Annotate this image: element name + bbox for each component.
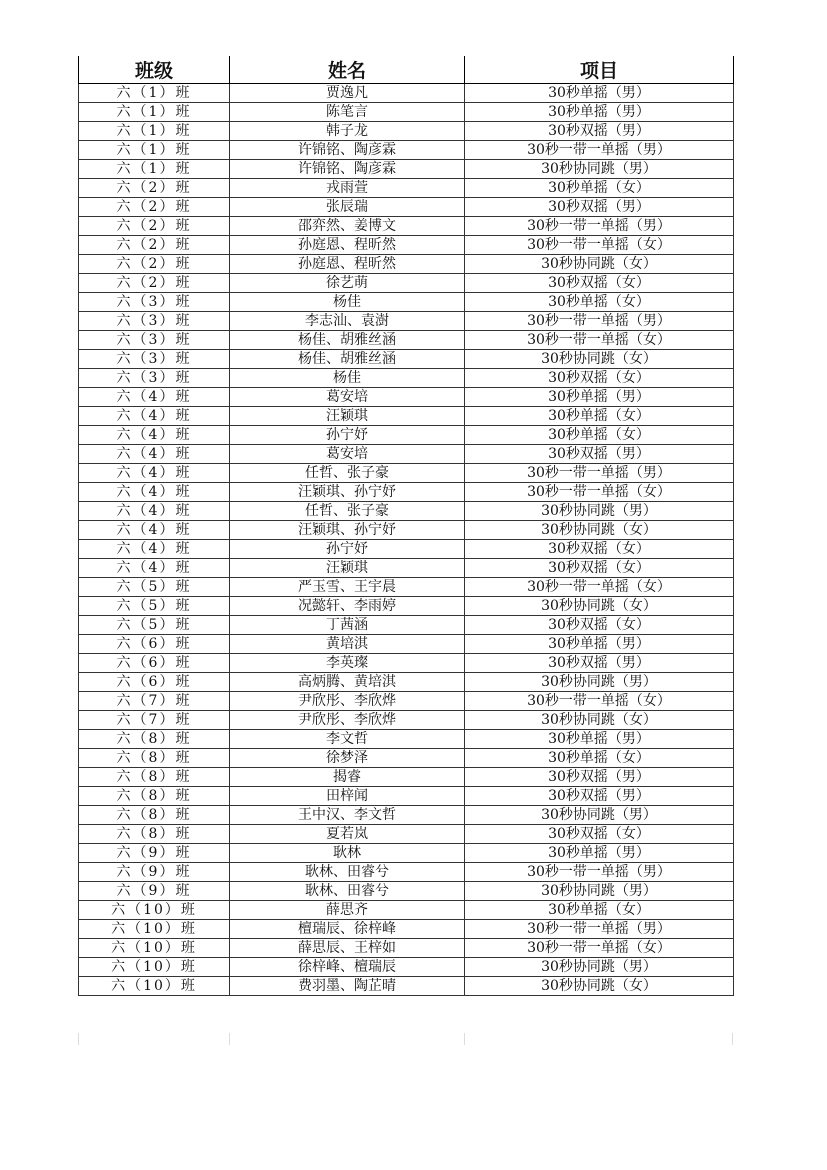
cell-class: 六（10）班	[79, 958, 230, 977]
cell-class: 六（1）班	[79, 84, 230, 103]
cell-name: 许锦铭、陶彦霖	[230, 160, 465, 179]
table-row	[79, 787, 734, 806]
cell-name: 田梓闻	[230, 787, 465, 806]
cell-class: 六（9）班	[79, 882, 230, 901]
table-row	[79, 84, 734, 103]
cell-name: 汪颖琪、孙宁妤	[230, 483, 465, 502]
cell-class: 六（3）班	[79, 331, 230, 350]
cell-item: 30秒一带一单摇（女）	[465, 939, 734, 958]
cell-class: 六（4）班	[79, 521, 230, 540]
cell-name: 任哲、张子豪	[230, 464, 465, 483]
table-row	[79, 654, 734, 673]
cell-class: 六（8）班	[79, 768, 230, 787]
table-row	[79, 977, 734, 996]
table-row	[79, 616, 734, 635]
cell-item: 30秒一带一单摇（女）	[465, 483, 734, 502]
cell-name: 徐艺萌	[230, 274, 465, 293]
table-row	[79, 141, 734, 160]
cell-item: 30秒单摇（男）	[465, 103, 734, 122]
cell-class: 六（1）班	[79, 141, 230, 160]
cell-name: 耿林	[230, 844, 465, 863]
cell-item: 30秒双摇（女）	[465, 825, 734, 844]
cell-item: 30秒一带一单摇（男）	[465, 141, 734, 160]
cell-item: 30秒单摇（女）	[465, 407, 734, 426]
cell-item: 30秒一带一单摇（男）	[465, 217, 734, 236]
cell-item: 30秒单摇（女）	[465, 749, 734, 768]
table-row	[79, 806, 734, 825]
cell-class: 六（5）班	[79, 578, 230, 597]
cell-item: 30秒一带一单摇（男）	[465, 312, 734, 331]
cell-class: 六（8）班	[79, 749, 230, 768]
cell-class: 六（2）班	[79, 179, 230, 198]
cell-name: 黄培淇	[230, 635, 465, 654]
cell-item: 30秒双摇（男）	[465, 787, 734, 806]
cell-item: 30秒双摇（女）	[465, 369, 734, 388]
cell-name: 高炳腾、黄培淇	[230, 673, 465, 692]
cell-class: 六（6）班	[79, 635, 230, 654]
cell-item: 30秒双摇（男）	[465, 198, 734, 217]
header-item: 项目	[465, 56, 734, 84]
cell-item: 30秒一带一单摇（男）	[465, 863, 734, 882]
cell-class: 六（7）班	[79, 692, 230, 711]
table-row	[79, 844, 734, 863]
cell-name: 耿林、田睿兮	[230, 863, 465, 882]
cell-name: 汪颖琪	[230, 407, 465, 426]
cell-class: 六（3）班	[79, 350, 230, 369]
cell-class: 六（2）班	[79, 198, 230, 217]
cell-class: 六（10）班	[79, 901, 230, 920]
table-row	[79, 825, 734, 844]
cell-name: 徐梦泽	[230, 749, 465, 768]
table-row	[79, 388, 734, 407]
cell-class: 六（5）班	[79, 597, 230, 616]
header-row	[79, 56, 734, 84]
cell-name: 许锦铭、陶彦霖	[230, 141, 465, 160]
table-row	[79, 730, 734, 749]
cell-item: 30秒协同跳（男）	[465, 882, 734, 901]
cell-class: 六（1）班	[79, 122, 230, 141]
table-row	[79, 749, 734, 768]
cell-name: 杨佳	[230, 293, 465, 312]
header-name: 姓名	[230, 56, 465, 84]
cell-class: 六（6）班	[79, 654, 230, 673]
table-row	[79, 483, 734, 502]
table-row	[79, 958, 734, 977]
table-row	[79, 711, 734, 730]
table-row	[79, 635, 734, 654]
cell-item: 30秒一带一单摇（女）	[465, 236, 734, 255]
roster-sheet	[78, 56, 733, 996]
table-row	[79, 559, 734, 578]
cell-name: 任哲、张子豪	[230, 502, 465, 521]
table-row	[79, 350, 734, 369]
table-row	[79, 597, 734, 616]
table-row	[79, 920, 734, 939]
cell-item: 30秒双摇（男）	[465, 768, 734, 787]
cell-item: 30秒单摇（男）	[465, 730, 734, 749]
cell-name: 尹欣彤、李欣烨	[230, 711, 465, 730]
table-row	[79, 692, 734, 711]
cell-item: 30秒协同跳（男）	[465, 673, 734, 692]
table-row	[79, 445, 734, 464]
cell-name: 薛思齐	[230, 901, 465, 920]
cell-name: 孙庭恩、程昕然	[230, 236, 465, 255]
cell-item: 30秒单摇（男）	[465, 388, 734, 407]
cell-item: 30秒双摇（男）	[465, 122, 734, 141]
cell-name: 耿林、田睿兮	[230, 882, 465, 901]
cell-name: 李志汕、袁澍	[230, 312, 465, 331]
table-body	[79, 84, 734, 996]
cell-item: 30秒双摇（男）	[465, 445, 734, 464]
cell-name: 邵弈然、姜博文	[230, 217, 465, 236]
table-row	[79, 901, 734, 920]
cell-item: 30秒单摇（女）	[465, 179, 734, 198]
cell-class: 六（3）班	[79, 369, 230, 388]
cell-name: 檀瑞辰、徐梓峰	[230, 920, 465, 939]
cell-item: 30秒单摇（男）	[465, 635, 734, 654]
cell-name: 况懿轩、李雨婷	[230, 597, 465, 616]
table-row	[79, 426, 734, 445]
table-row	[79, 673, 734, 692]
table-row	[79, 540, 734, 559]
cell-item: 30秒协同跳（男）	[465, 958, 734, 977]
cell-class: 六（8）班	[79, 787, 230, 806]
cell-item: 30秒协同跳（男）	[465, 160, 734, 179]
cell-item: 30秒一带一单摇（女）	[465, 692, 734, 711]
cell-item: 30秒单摇（男）	[465, 844, 734, 863]
table-row	[79, 274, 734, 293]
cell-name: 揭睿	[230, 768, 465, 787]
cell-name: 尹欣彤、李欣烨	[230, 692, 465, 711]
cell-item: 30秒双摇（女）	[465, 616, 734, 635]
table-row	[79, 502, 734, 521]
cell-class: 六（2）班	[79, 236, 230, 255]
cell-item: 30秒双摇（女）	[465, 559, 734, 578]
cell-class: 六（6）班	[79, 673, 230, 692]
cell-class: 六（5）班	[79, 616, 230, 635]
cell-class: 六（9）班	[79, 844, 230, 863]
cell-name: 严玉雪、王宇晨	[230, 578, 465, 597]
cell-item: 30秒单摇（女）	[465, 901, 734, 920]
cell-item: 30秒协同跳（女）	[465, 350, 734, 369]
table-row	[79, 198, 734, 217]
cell-class: 六（9）班	[79, 863, 230, 882]
cell-name: 费羽墨、陶芷晴	[230, 977, 465, 996]
cell-name: 徐梓峰、檀瑞辰	[230, 958, 465, 977]
table-row	[79, 521, 734, 540]
cell-class: 六（4）班	[79, 464, 230, 483]
cell-name: 贾逸凡	[230, 84, 465, 103]
cell-item: 30秒单摇（女）	[465, 293, 734, 312]
cell-name: 杨佳、胡雅丝涵	[230, 331, 465, 350]
cell-class: 六（4）班	[79, 502, 230, 521]
cell-item: 30秒协同跳（女）	[465, 597, 734, 616]
cell-name: 陈笔言	[230, 103, 465, 122]
cell-class: 六（8）班	[79, 730, 230, 749]
cell-item: 30秒协同跳（男）	[465, 806, 734, 825]
cell-name: 薛思辰、王梓如	[230, 939, 465, 958]
cell-name: 王中汉、李文哲	[230, 806, 465, 825]
cell-class: 六（4）班	[79, 483, 230, 502]
cell-name: 葛安培	[230, 388, 465, 407]
cell-item: 30秒双摇（女）	[465, 540, 734, 559]
cell-item: 30秒协同跳（女）	[465, 977, 734, 996]
cell-name: 葛安培	[230, 445, 465, 464]
cell-name: 李文哲	[230, 730, 465, 749]
cell-item: 30秒协同跳（男）	[465, 502, 734, 521]
cell-class: 六（3）班	[79, 312, 230, 331]
cell-item: 30秒一带一单摇（男）	[465, 920, 734, 939]
cell-name: 汪颖琪、孙宁妤	[230, 521, 465, 540]
cell-class: 六（4）班	[79, 407, 230, 426]
cell-class: 六（10）班	[79, 977, 230, 996]
cell-name: 杨佳	[230, 369, 465, 388]
cell-item: 30秒协同跳（女）	[465, 255, 734, 274]
cell-class: 六（10）班	[79, 920, 230, 939]
table-row	[79, 407, 734, 426]
cell-class: 六（4）班	[79, 445, 230, 464]
cell-name: 李英璨	[230, 654, 465, 673]
cell-name: 夏若岚	[230, 825, 465, 844]
cell-name: 张辰瑞	[230, 198, 465, 217]
table-row	[79, 293, 734, 312]
cell-class: 六（2）班	[79, 217, 230, 236]
table-row	[79, 331, 734, 350]
cell-class: 六（4）班	[79, 540, 230, 559]
table-row	[79, 103, 734, 122]
table-row	[79, 939, 734, 958]
table-row	[79, 236, 734, 255]
cell-name: 丁茜涵	[230, 616, 465, 635]
cell-class: 六（2）班	[79, 255, 230, 274]
table-row	[79, 578, 734, 597]
cell-class: 六（1）班	[79, 160, 230, 179]
table-row	[79, 179, 734, 198]
table-row	[79, 217, 734, 236]
cell-class: 六（1）班	[79, 103, 230, 122]
cell-item: 30秒协同跳（女）	[465, 711, 734, 730]
table-row	[79, 863, 734, 882]
cell-class: 六（4）班	[79, 426, 230, 445]
cell-item: 30秒一带一单摇（男）	[465, 464, 734, 483]
cell-name: 孙宁妤	[230, 540, 465, 559]
cell-class: 六（7）班	[79, 711, 230, 730]
roster-table	[78, 56, 734, 996]
cell-item: 30秒单摇（女）	[465, 426, 734, 445]
table-row	[79, 312, 734, 331]
cell-name: 汪颖琪	[230, 559, 465, 578]
cell-item: 30秒一带一单摇（女）	[465, 331, 734, 350]
cell-name: 杨佳、胡雅丝涵	[230, 350, 465, 369]
cell-class: 六（3）班	[79, 293, 230, 312]
table-row	[79, 464, 734, 483]
table-row	[79, 160, 734, 179]
cell-item: 30秒双摇（女）	[465, 274, 734, 293]
cell-name: 孙宁妤	[230, 426, 465, 445]
cell-item: 30秒单摇（男）	[465, 84, 734, 103]
table-row	[79, 768, 734, 787]
table-row	[79, 255, 734, 274]
cell-class: 六（4）班	[79, 559, 230, 578]
cell-class: 六（10）班	[79, 939, 230, 958]
table-row	[79, 122, 734, 141]
cell-item: 30秒协同跳（女）	[465, 521, 734, 540]
cell-class: 六（8）班	[79, 825, 230, 844]
sheet-tail-gridlines	[78, 1033, 733, 1045]
cell-name: 韩子龙	[230, 122, 465, 141]
cell-class: 六（4）班	[79, 388, 230, 407]
table-row	[79, 882, 734, 901]
cell-item: 30秒一带一单摇（女）	[465, 578, 734, 597]
cell-name: 孙庭恩、程昕然	[230, 255, 465, 274]
cell-class: 六（2）班	[79, 274, 230, 293]
header-class: 班级	[79, 56, 230, 84]
table-row	[79, 369, 734, 388]
cell-item: 30秒双摇（男）	[465, 654, 734, 673]
cell-name: 戎雨萱	[230, 179, 465, 198]
cell-class: 六（8）班	[79, 806, 230, 825]
